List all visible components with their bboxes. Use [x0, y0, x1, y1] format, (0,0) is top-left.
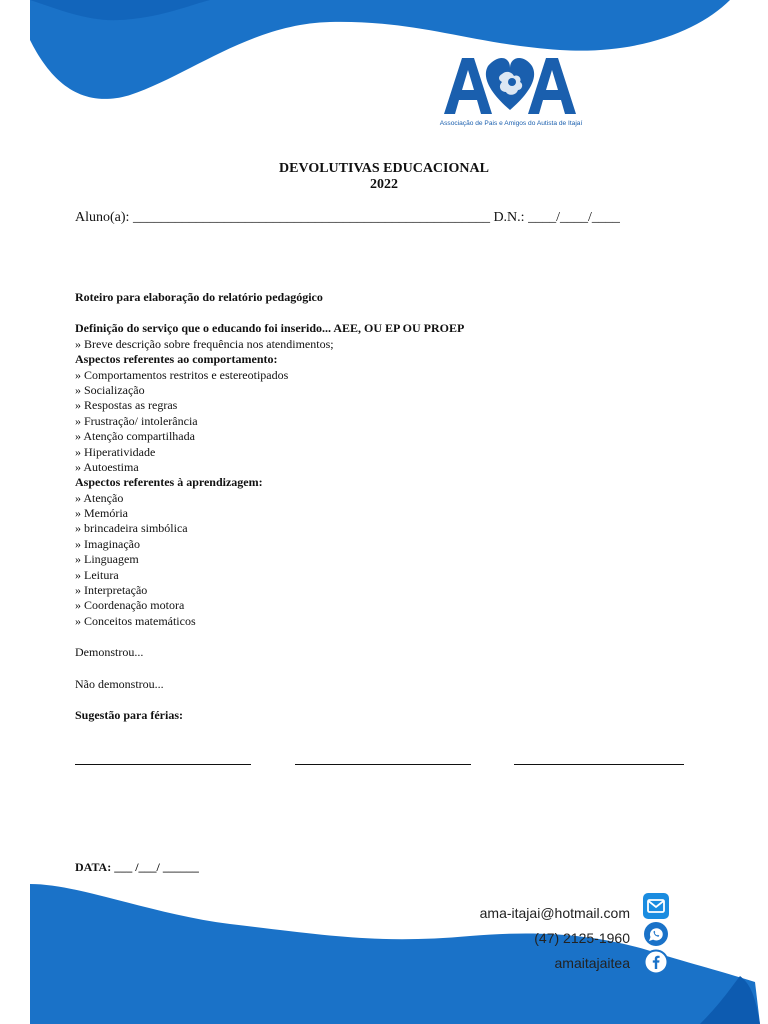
behavior-item: » Hiperatividade [75, 444, 156, 459]
contact-social[interactable]: amaitajaitea [554, 955, 630, 971]
learning-title: Aspectos referentes à aprendizagem: [75, 475, 263, 490]
student-line [75, 210, 620, 226]
document-title: DEVOLUTIVAS EDUCACIONAL [279, 161, 489, 176]
student-name-field[interactable]: ___________________________________________________ [132, 210, 490, 225]
service-item: » Breve descrição sobre frequência nos atendimentos; [75, 336, 334, 351]
behavior-item: » Autoestima [75, 459, 139, 474]
signature-line-1[interactable] [75, 764, 251, 765]
report-guide [75, 290, 715, 723]
header-wave [0, 0, 768, 150]
whatsapp-icon[interactable] [643, 921, 669, 947]
logo-tagline: Associação de Pais e Amigos do Autista de Itajaí [439, 120, 583, 127]
learning-list [75, 491, 715, 630]
signature-line-3[interactable] [514, 764, 684, 765]
behavior-item: » Socialização [75, 382, 145, 397]
contact-phone[interactable]: (47) 2125-1960 [534, 930, 630, 946]
learning-item: » Interpretação [75, 583, 148, 598]
behavior-item: » Frustração/ intolerância [75, 413, 198, 428]
document-year: 2022 [370, 177, 398, 192]
date-label: DATA: [75, 860, 112, 874]
student-label: Aluno(a): [75, 210, 130, 225]
learning-item: » Imaginação [75, 536, 140, 551]
service-title: Definição do serviço que o educando foi inserido... AEE, OU EP OU PROEP [75, 321, 465, 336]
envelope-icon[interactable] [643, 893, 669, 919]
dob-label: D.N.: [493, 210, 525, 225]
not-demonstrated-text: Não demonstrou... [75, 676, 164, 691]
signature-line-2[interactable] [295, 764, 471, 765]
contact-email[interactable]: ama-itajai@hotmail.com [479, 905, 630, 921]
behavior-item: » Atenção compartilhada [75, 429, 195, 444]
behavior-title: Aspectos referentes ao comportamento: [75, 352, 278, 367]
demonstrated-text: Demonstrou... [75, 645, 144, 660]
behavior-item: » Comportamentos restritos e estereotipados [75, 367, 289, 382]
date-line [75, 860, 199, 875]
learning-item: » Leitura [75, 567, 119, 582]
learning-item: » Atenção [75, 490, 124, 505]
behavior-list [75, 368, 715, 476]
learning-item: » Coordenação motora [75, 598, 185, 613]
date-field[interactable]: ___ /___/ ______ [114, 860, 199, 874]
learning-item: » Memória [75, 506, 128, 521]
guide-title: Roteiro para elaboração do relatório pedagógico [75, 290, 323, 304]
learning-item: » Conceitos matemáticos [75, 613, 196, 628]
vacation-title: Sugestão para férias: [75, 707, 183, 722]
learning-item: » Linguagem [75, 552, 139, 567]
behavior-item: » Respostas as regras [75, 398, 178, 413]
service-list [75, 337, 715, 352]
learning-item: » brincadeira simbólica [75, 521, 188, 536]
facebook-icon[interactable] [643, 949, 669, 975]
dob-field[interactable]: ____/____/____ [528, 210, 620, 225]
